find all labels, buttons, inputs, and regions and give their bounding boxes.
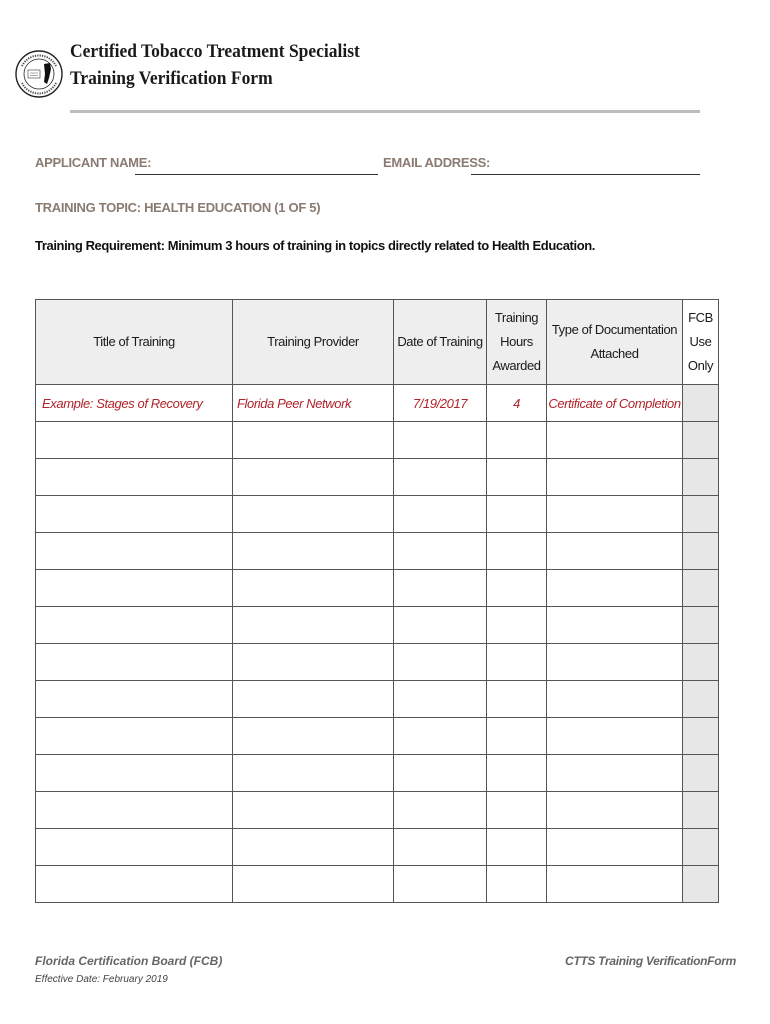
footer-form-name: CTTS Training VerificationForm xyxy=(564,954,736,968)
provider-cell[interactable] xyxy=(233,570,394,607)
date-cell[interactable] xyxy=(394,496,487,533)
table-row xyxy=(36,570,719,607)
table-row xyxy=(36,459,719,496)
provider-cell[interactable] xyxy=(233,496,394,533)
provider-cell[interactable] xyxy=(233,718,394,755)
title-cell[interactable] xyxy=(36,829,233,866)
col-header-hours-line2: Hours xyxy=(500,334,533,349)
footer-effective-date: Effective Date: February 2019 xyxy=(35,974,168,985)
provider-cell[interactable] xyxy=(233,607,394,644)
title-cell[interactable] xyxy=(36,459,233,496)
example-title: Example: Stages of Recovery xyxy=(36,385,233,422)
example-row xyxy=(36,385,719,422)
col-header-fcb-use-only xyxy=(683,300,719,385)
hours-cell[interactable] xyxy=(487,681,547,718)
title-cell[interactable] xyxy=(36,422,233,459)
example-date: 7/19/2017 xyxy=(394,385,487,422)
footer-organization: Florida Certification Board (FCB) xyxy=(35,954,223,968)
fcb-cell xyxy=(683,422,719,459)
fcb-cell xyxy=(683,866,719,903)
fcb-cell xyxy=(683,607,719,644)
applicant-name-field[interactable] xyxy=(135,174,378,175)
title-cell[interactable] xyxy=(36,866,233,903)
documentation-cell[interactable] xyxy=(547,792,683,829)
fcb-cell xyxy=(683,644,719,681)
col-header-documentation xyxy=(547,300,683,385)
table-row xyxy=(36,829,719,866)
col-header-date: Date of Training xyxy=(394,300,487,385)
table-row xyxy=(36,496,719,533)
table-row xyxy=(36,607,719,644)
provider-cell[interactable] xyxy=(233,866,394,903)
example-provider: Florida Peer Network xyxy=(233,385,394,422)
example-documentation: Certificate of Completion xyxy=(547,385,683,422)
table-row xyxy=(36,644,719,681)
col-header-fcb-line1: FCB xyxy=(688,310,713,325)
fcb-cell xyxy=(683,570,719,607)
documentation-cell[interactable] xyxy=(547,422,683,459)
documentation-cell[interactable] xyxy=(547,829,683,866)
fcb-cell xyxy=(683,459,719,496)
example-fcb-cell xyxy=(683,385,719,422)
hours-cell[interactable] xyxy=(487,459,547,496)
date-cell[interactable] xyxy=(394,644,487,681)
col-header-doc-line2: Attached xyxy=(590,346,639,361)
documentation-cell[interactable] xyxy=(547,570,683,607)
title-cell[interactable] xyxy=(36,681,233,718)
hours-cell[interactable] xyxy=(487,607,547,644)
date-cell[interactable] xyxy=(394,718,487,755)
header-divider xyxy=(70,110,700,113)
documentation-cell[interactable] xyxy=(547,681,683,718)
provider-cell[interactable] xyxy=(233,459,394,496)
col-header-hours-line3: Awarded xyxy=(492,358,541,373)
documentation-cell[interactable] xyxy=(547,755,683,792)
title-cell[interactable] xyxy=(36,496,233,533)
provider-cell[interactable] xyxy=(233,755,394,792)
applicant-name-label: APPLICANT NAME: xyxy=(35,155,152,170)
hours-cell[interactable] xyxy=(487,570,547,607)
col-header-hours xyxy=(487,300,547,385)
table-row xyxy=(36,422,719,459)
documentation-cell[interactable] xyxy=(547,718,683,755)
date-cell[interactable] xyxy=(394,792,487,829)
table-row xyxy=(36,718,719,755)
fcb-seal-logo xyxy=(14,36,64,112)
table-row xyxy=(36,533,719,570)
fcb-cell xyxy=(683,755,719,792)
documentation-cell[interactable] xyxy=(547,644,683,681)
date-cell[interactable] xyxy=(394,570,487,607)
training-table xyxy=(35,299,719,903)
fcb-cell xyxy=(683,718,719,755)
training-requirement-text: Training Requirement: Minimum 3 hours of training in topics directly related to Health Education. xyxy=(35,238,595,253)
email-address-field[interactable] xyxy=(471,174,700,175)
fcb-cell xyxy=(683,496,719,533)
documentation-cell[interactable] xyxy=(547,459,683,496)
col-header-fcb-line2: Use xyxy=(689,334,712,349)
hours-cell[interactable] xyxy=(487,496,547,533)
hours-cell[interactable] xyxy=(487,829,547,866)
col-header-fcb-line3: Only xyxy=(687,358,714,373)
date-cell[interactable] xyxy=(394,607,487,644)
col-header-hours-line1: Training xyxy=(494,310,539,325)
title-cell[interactable] xyxy=(36,792,233,829)
table-row xyxy=(36,755,719,792)
hours-cell[interactable] xyxy=(487,644,547,681)
documentation-cell[interactable] xyxy=(547,533,683,570)
email-address-label: EMAIL ADDRESS: xyxy=(383,155,491,170)
title-cell[interactable] xyxy=(36,533,233,570)
provider-cell[interactable] xyxy=(233,681,394,718)
provider-cell[interactable] xyxy=(233,644,394,681)
title-cell[interactable] xyxy=(36,644,233,681)
documentation-cell[interactable] xyxy=(547,607,683,644)
date-cell[interactable] xyxy=(394,866,487,903)
example-hours: 4 xyxy=(487,385,547,422)
date-cell[interactable] xyxy=(394,755,487,792)
col-header-doc-line1: Type of Documentation xyxy=(551,322,678,337)
hours-cell[interactable] xyxy=(487,718,547,755)
table-row xyxy=(36,681,719,718)
date-cell[interactable] xyxy=(394,422,487,459)
date-cell[interactable] xyxy=(394,681,487,718)
table-row xyxy=(36,866,719,903)
hours-cell[interactable] xyxy=(487,792,547,829)
form-title-line1: Certified Tobacco Treatment Specialist xyxy=(70,41,360,62)
documentation-cell[interactable] xyxy=(547,496,683,533)
title-cell[interactable] xyxy=(36,755,233,792)
provider-cell[interactable] xyxy=(233,533,394,570)
hours-cell[interactable] xyxy=(487,755,547,792)
fcb-cell xyxy=(683,533,719,570)
date-cell[interactable] xyxy=(394,829,487,866)
hours-cell[interactable] xyxy=(487,866,547,903)
fcb-cell xyxy=(683,829,719,866)
provider-cell[interactable] xyxy=(233,829,394,866)
title-cell[interactable] xyxy=(36,607,233,644)
training-topic-heading: TRAINING TOPIC: HEALTH EDUCATION (1 OF 5) xyxy=(35,200,321,215)
form-title-line2: Training Verification Form xyxy=(70,68,273,89)
form-title xyxy=(70,38,360,92)
provider-cell[interactable] xyxy=(233,422,394,459)
hours-cell[interactable] xyxy=(487,533,547,570)
date-cell[interactable] xyxy=(394,459,487,496)
date-cell[interactable] xyxy=(394,533,487,570)
col-header-provider: Training Provider xyxy=(233,300,394,385)
col-header-title: Title of Training xyxy=(36,300,233,385)
title-cell[interactable] xyxy=(36,718,233,755)
hours-cell[interactable] xyxy=(487,422,547,459)
provider-cell[interactable] xyxy=(233,792,394,829)
table-row xyxy=(36,792,719,829)
fcb-cell xyxy=(683,681,719,718)
fcb-cell xyxy=(683,792,719,829)
documentation-cell[interactable] xyxy=(547,866,683,903)
title-cell[interactable] xyxy=(36,570,233,607)
table-header-row xyxy=(36,300,719,385)
